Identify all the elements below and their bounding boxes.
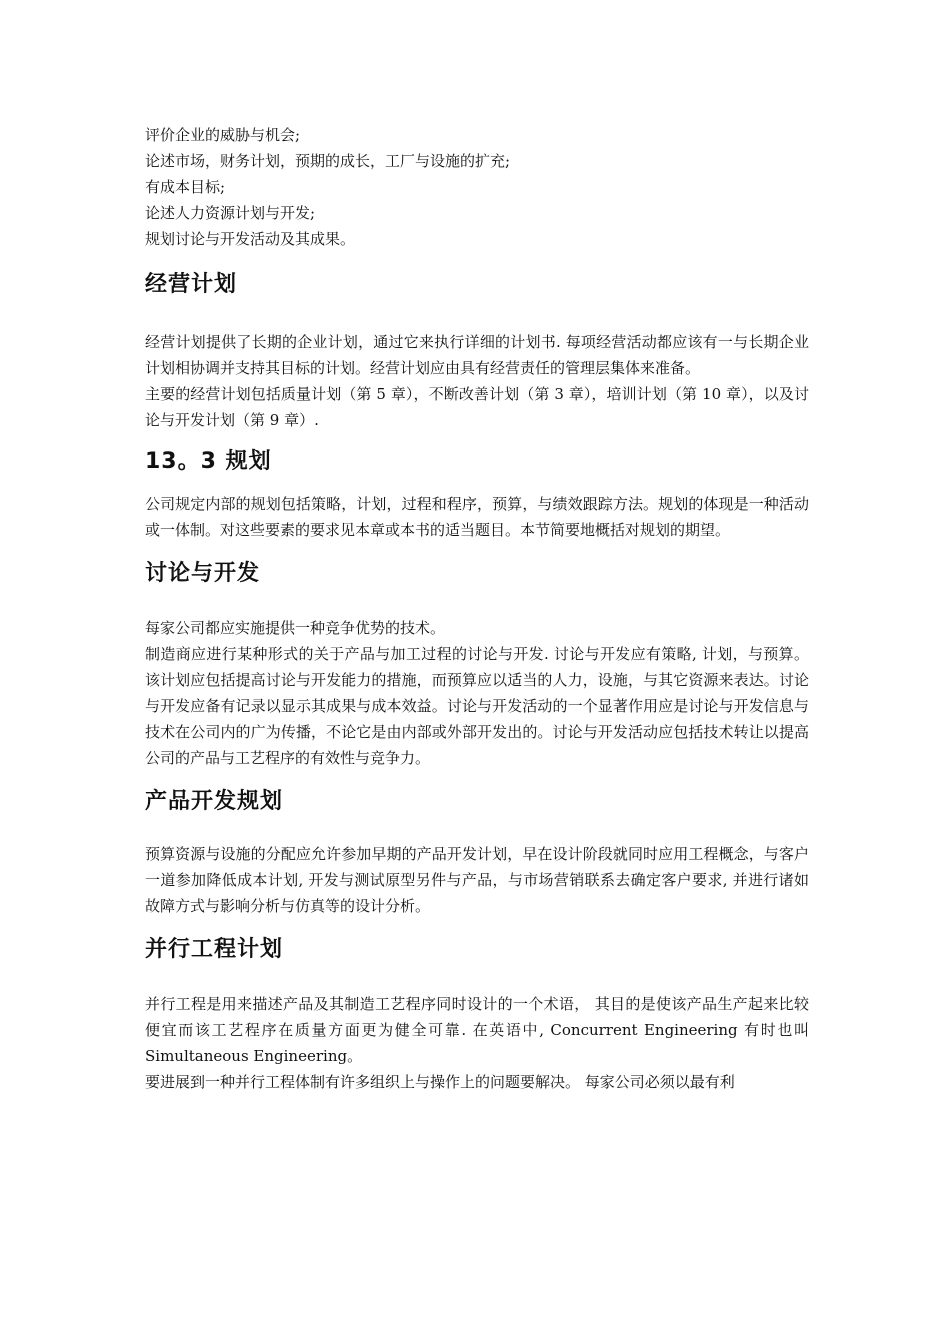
section-paragraph: 预算资源与设施的分配应允许参加早期的产品开发计划，早在设计阶段就同时应用工程概念，与客户一道参加降低成本计划, 开发与测试原型另件与产品，与市场营销联系去确定客户要求, 并进行诸如故障方式与影响分析与仿真等的设计分析。 <box>145 845 809 915</box>
section-heading-business-plan: 经营计划 <box>145 272 238 297</box>
list-item: 规划讨论与开发活动及其成果。 <box>145 230 356 248</box>
section-paragraph: 并行工程是用来描述产品及其制造工艺程序同时设计的一个术语， 其目的是使该产品生产起来比较便宜而该工艺程序在质量方面更为健全可靠. 在英语中, Concurrent Engineering 有时也叫 Simultaneous Engineering。 <box>145 995 809 1065</box>
document-page <box>145 122 809 1095</box>
section-heading-research-development: 讨论与开发 <box>145 561 261 586</box>
section-paragraph: 每家公司都应实施提供一种竞争优势的技术。 <box>145 619 446 637</box>
section-paragraph: 公司规定内部的规划包括策略，计划，过程和程序，预算，与绩效跟踪方法。规划的体现是一种活动或一体制。对这些要素的要求见本章或本书的适当题目。本节简要地概括对规划的期望。 <box>145 495 809 539</box>
section-paragraph: 制造商应进行某种形式的关于产品与加工过程的讨论与开发. 讨论与开发应有策略, 计划，与预算。该计划应包括提高讨论与开发能力的措施，而预算应以适当的人力，设施，与其它资源来表达。讨论与开发应备有记录以显示其成果与成本效益。讨论与开发活动的一个显著作用应是讨论与开发信息与技术在公司内的广为传播，不论它是由内部或外部开发出的。讨论与开发活动应包括技术转让以提高公司的产品与工艺程序的有效性与竞争力。 <box>145 645 809 767</box>
section-paragraph: 要进展到一种并行工程体制有许多组织上与操作上的问题要解决。 每家公司必须以最有利 <box>145 1073 735 1091</box>
list-item: 评价企业的威胁与机会; <box>145 126 301 144</box>
section-paragraph: 经营计划提供了长期的企业计划，通过它来执行详细的计划书. 每项经营活动都应该有一与长期企业计划相协调并支持其目标的计划。经营计划应由具有经营责任的管理层集体来准备。 <box>145 333 809 377</box>
section-heading-concurrent-engineering: 并行工程计划 <box>145 937 284 962</box>
section-paragraph: 主要的经营计划包括质量计划（第 5 章），不断改善计划（第 3 章），培训计划（第 10 章），以及讨论与开发计划（第 9 章）. <box>145 385 809 429</box>
list-item: 有成本目标; <box>145 178 226 196</box>
section-heading-product-development: 产品开发规划 <box>145 789 284 814</box>
list-item: 论述人力资源计划与开发; <box>145 204 316 222</box>
intro-list <box>145 122 809 252</box>
list-item: 论述市场，财务计划，预期的成长，工厂与设施的扩充; <box>145 152 511 170</box>
section-heading-planning: 13。3 规划 <box>145 449 272 474</box>
